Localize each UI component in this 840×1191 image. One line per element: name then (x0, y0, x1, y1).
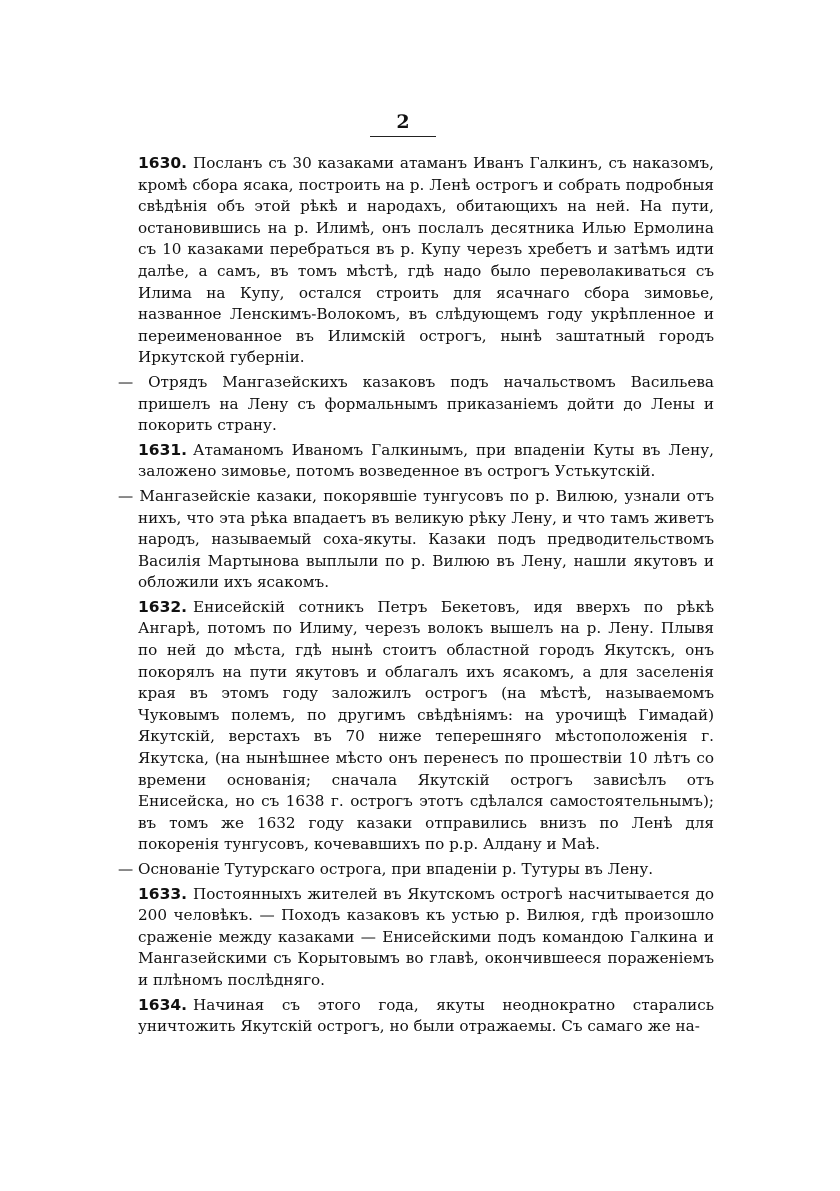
entry-text: Атаманомъ Иваномъ Галкинымъ, при впаденіи Куты въ Лену, заложено зимовье, потомъ возведенное въ острогъ Устькутскій. (138, 440, 714, 481)
entry-year: 1632. (138, 597, 188, 616)
page-number: 2 (396, 111, 410, 133)
entry-text: — Основаніе Тутурскаго острога, при впаденіи р. Тутуры въ Лену. (118, 860, 654, 878)
entry-year: 1631. (138, 440, 188, 459)
entry-text: — Мангазейскіе казаки, покорявшіе тунгусовъ по р. Вилюю, узнали отъ нихъ, что эта рѣка впадаетъ въ великую рѣку Лену, и что тамъ живетъ народъ, называемый соха-якуты. Казаки подъ предводительствомъ Василія Мартынова выплыли по р. Вилюю въ Лену, нашли якутовъ и обложили ихъ ясакомъ. (118, 486, 714, 592)
entry-1633 (138, 884, 714, 992)
entry-year: 1633. (138, 884, 188, 903)
entry-text: Енисейскій сотникъ Петръ Бекетовъ, идя вверхъ по рѣкѣ Ангарѣ, потомъ по Илиму, черезъ волокъ вышелъ на р. Лену. Плывя по ней до мѣста, гдѣ нынѣ стоитъ областной городъ Якутскъ, онъ покорялъ на пути якутовъ и облагалъ ихъ ясакомъ, а для заселенія края въ этомъ году заложилъ острогъ (на мѣстѣ, называемомъ Чуковымъ полемъ, по другимъ свѣдѣніямъ: на урочищѣ Гимадай) Якутскій, верстахъ въ 70 ниже теперешняго мѣстоположенія г. Якутска, (на нынѣшнее мѣсто онъ перенесъ по прошествіи 10 лѣтъ со времени основанія; сначала Якутскій острогъ зависѣлъ отъ Енисейска, но съ 1638 г. острогъ этотъ сдѣлался самостоятельнымъ); въ томъ же 1632 году казаки отправились внизъ по Ленѣ для покоренія тунгусовъ, кочевавшихъ по р.р. Алдану и Маѣ. (138, 597, 714, 854)
entry-1632 (138, 597, 714, 856)
entry-year: 1634. (138, 995, 188, 1014)
entry-1634 (138, 995, 714, 1038)
page-number-rule (370, 136, 436, 137)
entry-text: Постоянныхъ жителей въ Якутскомъ острогѣ насчитывается до 200 человѣкъ. — Походъ казаковъ къ устью р. Вилюя, гдѣ произошло сраженіе между казаками — Енисейскими подъ командою Галкина и Мангазейскими съ Корытовымъ во главѣ, окончившееся пораженіемъ и плѣномъ послѣдняго. (138, 884, 714, 989)
entry-1630 (138, 153, 714, 369)
entry-text: Начиная съ этого года, якуты неоднократно старались уничтожить Якутскій острогъ, но были отражаемы. Съ самаго же на- (138, 995, 714, 1036)
entry-1630-note (118, 372, 714, 437)
entry-1632-note (118, 859, 714, 881)
entry-text: Посланъ съ 30 казаками атаманъ Иванъ Галкинъ, съ наказомъ, кромѣ сбора ясака, построить на р. Ленѣ острогъ и собрать подробныя свѣдѣнія объ этой рѣкѣ и народахъ, обитающихъ на ней. На пути, остановившись на р. Илимѣ, онъ послалъ десятника Илью Ермолина съ 10 казаками перебраться въ р. Купу черезъ хребетъ и затѣмъ идти далѣе, а самъ, въ томъ мѣстѣ, гдѣ надо было переволакиваться съ Илима на Купу, остался строить для ясачнаго сбора зимовье, названное Ленскимъ-Волокомъ, въ слѣдующемъ году укрѣпленное и переименованное въ Илимскій острогъ, нынѣ заштатный городъ Иркутской губерніи. (138, 154, 714, 367)
entry-year: 1630. (138, 154, 188, 172)
entry-text: — Отрядъ Мангазейскихъ казаковъ подъ начальствомъ Васильева пришелъ на Лену съ формальнымъ приказаніемъ дойти до Лены и покорить страну. (118, 372, 714, 435)
entry-1631-note (118, 486, 714, 594)
chronicle-text (118, 153, 714, 1041)
entry-1631 (138, 440, 714, 483)
